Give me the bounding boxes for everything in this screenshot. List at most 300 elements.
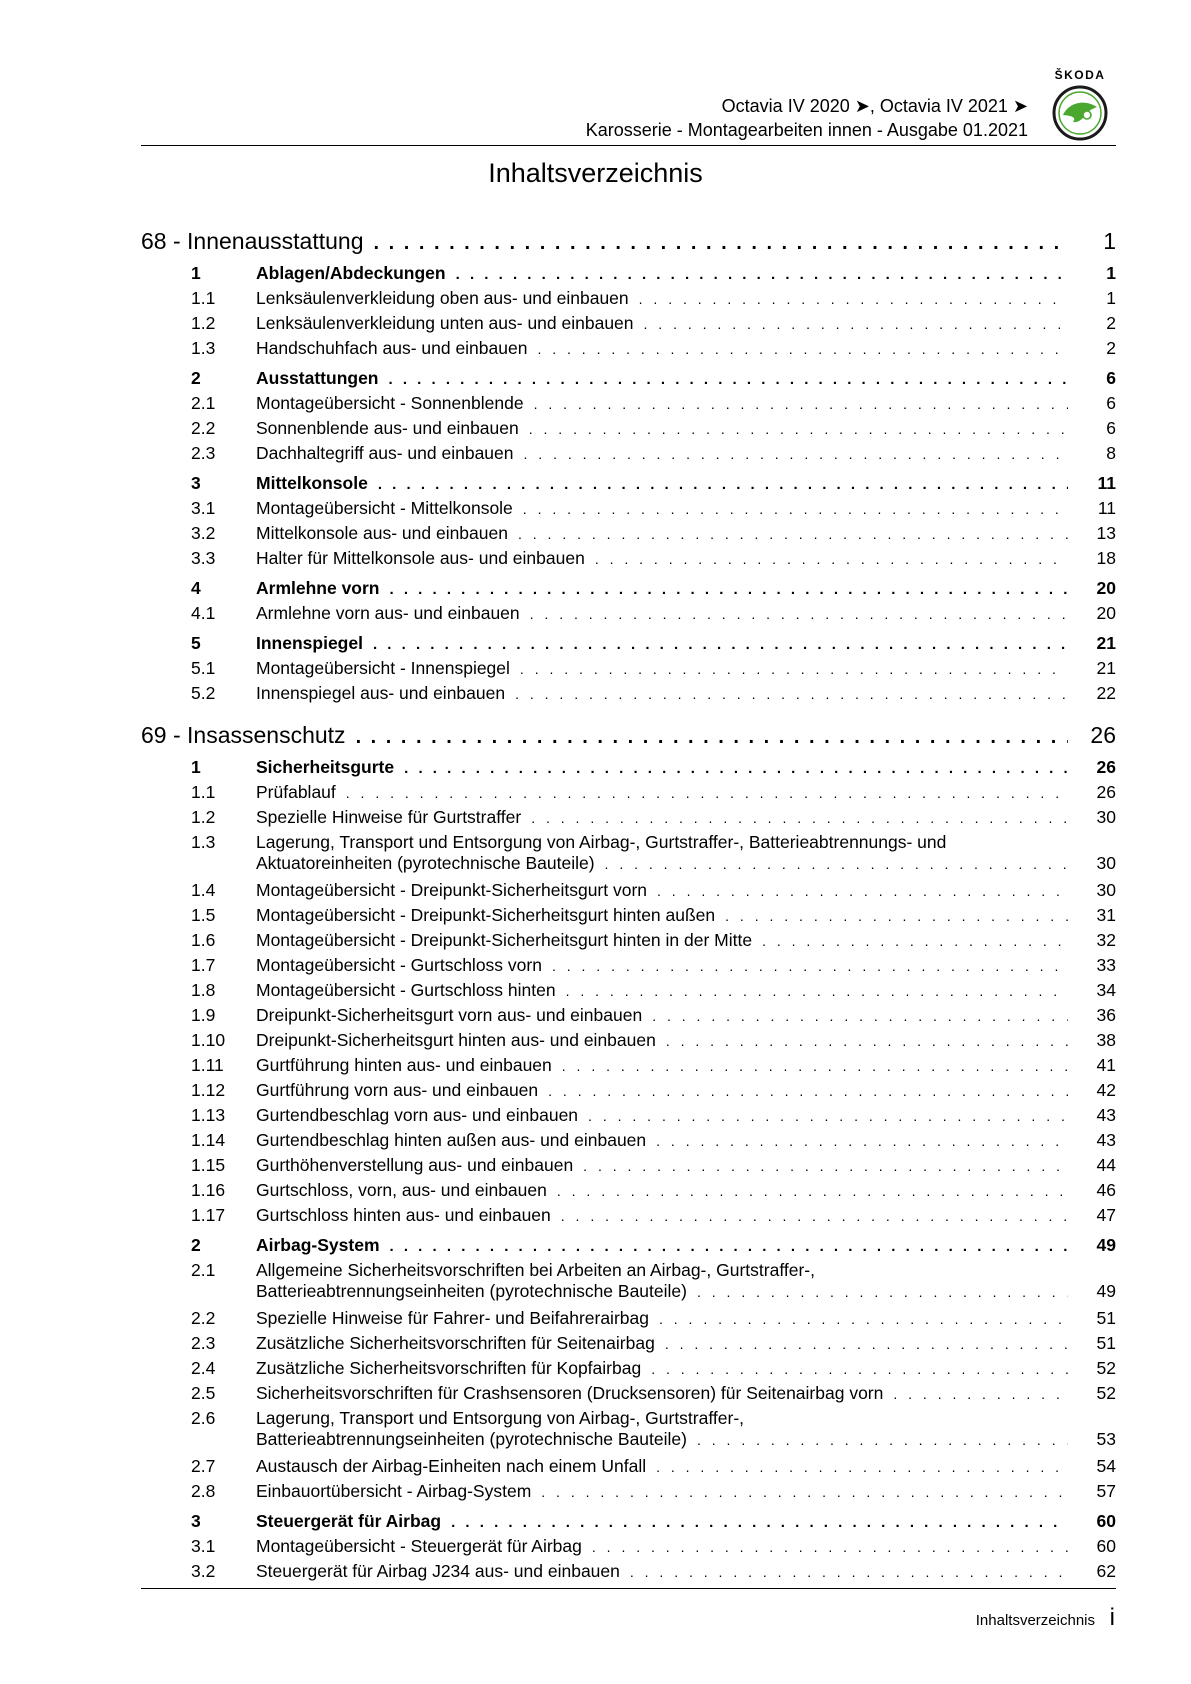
dot-leader — [656, 1459, 1068, 1475]
entry-text — [256, 1408, 1116, 1450]
dot-leader — [697, 1284, 1068, 1300]
entry-page-number: 30 — [1096, 807, 1116, 827]
entry-page-number: 20 — [1096, 578, 1116, 598]
entry-title-continuation: Aktuatoreinheiten (pyrotechnische Bauteile) — [256, 853, 595, 873]
entry-title: Austausch der Airbag-Einheiten nach einem Unfall — [256, 1456, 647, 1476]
dot-leader — [523, 501, 1068, 517]
dot-leader — [515, 686, 1068, 702]
entry-text — [256, 1383, 1116, 1404]
entry-page-number: 42 — [1096, 1080, 1116, 1100]
entry-title: Armlehne vorn aus- und einbauen — [256, 603, 520, 623]
entry-number: 3.1 — [191, 1536, 216, 1556]
entry-page-number: 44 — [1096, 1155, 1116, 1175]
entry-title: Ausstattungen — [256, 368, 379, 388]
entry-text — [256, 1155, 1116, 1176]
entry-number: 1.15 — [191, 1155, 226, 1175]
entry-title: Sonnenblende aus- und einbauen — [256, 418, 519, 438]
entry-title: Armlehne vorn — [256, 578, 380, 598]
dot-leader — [531, 810, 1068, 826]
entry-number: 1 — [191, 263, 201, 283]
entry-title: Montageübersicht - Gurtschloss vorn — [256, 955, 542, 975]
header-rule — [141, 145, 1116, 146]
dot-leader — [656, 1133, 1068, 1149]
entry-page-number: 18 — [1096, 548, 1116, 568]
entry-page-number: 54 — [1096, 1456, 1116, 1476]
toc-subsection-entry[interactable] — [141, 1536, 1116, 1561]
toc-subsection-entry[interactable] — [141, 393, 1116, 418]
dot-leader — [530, 606, 1068, 622]
entry-text — [256, 393, 1116, 414]
entry-title: Gurtführung vorn aus- und einbauen — [256, 1080, 539, 1100]
entry-title: Dachhaltegriff aus- und einbauen — [256, 443, 514, 463]
entry-text — [256, 658, 1116, 679]
entry-number: 3.2 — [191, 1561, 216, 1581]
entry-number: 1.12 — [191, 1080, 226, 1100]
entry-title: Zusätzliche Sicherheitsvorschriften für Kopfairbag — [256, 1358, 642, 1378]
entry-number: 2.3 — [191, 443, 216, 463]
entry-number: 2.2 — [191, 418, 216, 438]
dot-leader — [583, 1158, 1068, 1174]
dot-leader — [557, 1183, 1068, 1199]
entry-text — [256, 313, 1116, 334]
toc-subsection-entry[interactable] — [141, 832, 1116, 880]
entry-title: Sicherheitsgurte — [256, 757, 395, 777]
entry-page-number: 52 — [1096, 1383, 1116, 1403]
chapter-page-number: 1 — [1103, 228, 1116, 254]
entry-text — [256, 418, 1116, 439]
entry-text — [256, 368, 1116, 389]
toc-subsection-entry[interactable] — [141, 313, 1116, 338]
toc-subsection-entry[interactable] — [141, 1308, 1116, 1333]
dot-leader — [548, 1083, 1068, 1099]
entry-page-number: 49 — [1096, 1235, 1116, 1255]
entry-page-number: 6 — [1106, 393, 1116, 413]
entry-number: 1.1 — [191, 288, 216, 308]
entry-page-number: 13 — [1096, 523, 1116, 543]
dot-leader — [630, 1564, 1068, 1580]
entry-page-number: 8 — [1106, 443, 1116, 463]
entry-title: Lenksäulenverkleidung oben aus- und einbauen — [256, 288, 629, 308]
entry-text — [256, 905, 1116, 926]
entry-text — [256, 1456, 1116, 1477]
entry-number: 1.17 — [191, 1205, 226, 1225]
footer-rule — [141, 1588, 1116, 1589]
entry-text — [256, 1055, 1116, 1076]
entry-number: 2.4 — [191, 1358, 216, 1378]
toc-subsection-entry[interactable] — [141, 1055, 1116, 1080]
entry-page-number: 60 — [1096, 1536, 1116, 1556]
entry-number: 2.6 — [191, 1408, 216, 1428]
entry-page-number: 20 — [1096, 603, 1116, 623]
entry-page-number: 30 — [1096, 853, 1116, 873]
toc-subsection-entry[interactable] — [141, 338, 1116, 363]
entry-page-number: 57 — [1096, 1481, 1116, 1501]
entry-title: Gurtschloss hinten aus- und einbauen — [256, 1205, 551, 1225]
entry-page-number: 1 — [1106, 288, 1116, 308]
entry-text — [256, 1130, 1116, 1151]
entry-number: 1.3 — [191, 832, 216, 852]
entry-title: Handschuhfach aus- und einbauen — [256, 338, 528, 358]
dot-leader — [541, 1484, 1068, 1500]
entry-title: Spezielle Hinweise für Gurtstraffer — [256, 807, 522, 827]
entry-page-number: 2 — [1106, 338, 1116, 358]
toc-subsection-entry[interactable] — [141, 418, 1116, 443]
dot-leader — [644, 316, 1068, 332]
dot-leader — [651, 1361, 1068, 1377]
dot-leader — [456, 266, 1068, 283]
toc-subsection-entry[interactable] — [141, 1358, 1116, 1383]
toc-subsection-entry[interactable] — [141, 980, 1116, 1005]
skoda-logo-icon — [1052, 85, 1108, 141]
dot-leader — [562, 1058, 1068, 1074]
entry-number: 1.11 — [191, 1055, 224, 1075]
entry-text — [256, 1205, 1116, 1226]
dot-leader — [537, 341, 1068, 357]
entry-title: Gurtführung hinten aus- und einbauen — [256, 1055, 552, 1075]
entry-title-continuation-line — [256, 1281, 1116, 1302]
entry-title: Montageübersicht - Steuergerät für Airbag — [256, 1536, 582, 1556]
entry-page-number: 11 — [1097, 498, 1116, 518]
entry-page-number: 32 — [1096, 930, 1116, 950]
entry-title: Allgemeine Sicherheitsvorschriften bei Arbeiten an Airbag-, Gurtstraffer-, — [256, 1260, 815, 1280]
dot-leader — [659, 1311, 1068, 1327]
entry-number: 1.4 — [191, 880, 216, 900]
entry-number: 2.8 — [191, 1481, 216, 1501]
entry-title: Mittelkonsole aus- und einbauen — [256, 523, 508, 543]
dot-leader — [552, 958, 1068, 974]
entry-text — [256, 1511, 1116, 1532]
entry-title: Halter für Mittelkonsole aus- und einbauen — [256, 548, 585, 568]
entry-number: 1 — [191, 757, 201, 777]
entry-number: 3 — [191, 473, 201, 493]
entry-title-continuation: Batterieabtrennungseinheiten (pyrotechnische Bauteile) — [256, 1429, 687, 1449]
entry-text — [256, 1358, 1116, 1379]
toc-subsection-entry[interactable] — [141, 1130, 1116, 1155]
entry-number: 3.3 — [191, 548, 216, 568]
entry-title-continuation-line — [256, 853, 1116, 874]
entry-text — [256, 603, 1116, 624]
toc-subsection-entry[interactable] — [141, 1481, 1116, 1506]
entry-text — [256, 1536, 1116, 1557]
entry-title: Montageübersicht - Sonnenblende — [256, 393, 524, 413]
footer-label: Inhaltsverzeichnis — [975, 1612, 1095, 1629]
toc-subsection-entry[interactable] — [141, 1155, 1116, 1180]
entry-number: 2.5 — [191, 1383, 216, 1403]
entry-number: 4.1 — [191, 603, 216, 623]
dot-leader — [595, 551, 1068, 567]
dot-leader — [373, 636, 1068, 653]
toc-subsection-entry[interactable] — [141, 782, 1116, 807]
entry-number: 1.16 — [191, 1180, 226, 1200]
toc-subsection-entry[interactable] — [141, 1456, 1116, 1481]
toc-section-entry[interactable] — [141, 757, 1116, 782]
toc-subsection-entry[interactable] — [141, 683, 1116, 708]
page-header — [141, 60, 1116, 146]
entry-page-number: 51 — [1096, 1308, 1116, 1328]
entry-title: Gurtendbeschlag vorn aus- und einbauen — [256, 1105, 579, 1125]
entry-text — [256, 633, 1116, 654]
toc-section-entry[interactable] — [141, 1511, 1116, 1536]
dot-leader — [346, 785, 1068, 801]
entry-number: 2.1 — [191, 393, 216, 413]
dot-leader — [665, 1336, 1068, 1352]
entry-page-number: 2 — [1106, 313, 1116, 333]
toc-subsection-entry[interactable] — [141, 880, 1116, 905]
toc-subsection-entry[interactable] — [141, 603, 1116, 628]
entry-number: 2.2 — [191, 1308, 216, 1328]
entry-page-number: 51 — [1096, 1333, 1116, 1353]
entry-title: Innenspiegel — [256, 633, 363, 653]
entry-text — [256, 443, 1116, 464]
entry-title: Prüfablauf — [256, 782, 336, 802]
entry-page-number: 43 — [1096, 1105, 1116, 1125]
entry-title: Dreipunkt-Sicherheitsgurt hinten aus- und einbauen — [256, 1030, 656, 1050]
entry-number: 2 — [191, 368, 201, 388]
dot-leader — [657, 883, 1068, 899]
entry-title: Montageübersicht - Dreipunkt-Sicherheitsgurt vorn — [256, 880, 648, 900]
toc-subsection-entry[interactable] — [141, 1105, 1116, 1130]
dot-leader — [639, 291, 1068, 307]
entry-page-number: 41 — [1096, 1055, 1116, 1075]
toc-section-entry[interactable] — [141, 1235, 1116, 1260]
entry-title: Innenspiegel aus- und einbauen — [256, 683, 506, 703]
entry-page-number: 33 — [1096, 955, 1116, 975]
entry-number: 1.7 — [191, 955, 216, 975]
chapter-title: 69 - Insassenschutz — [141, 722, 346, 748]
entry-number: 2.3 — [191, 1333, 216, 1353]
entry-title: Montageübersicht - Innenspiegel — [256, 658, 510, 678]
dot-leader — [762, 933, 1068, 949]
toc-subsection-entry[interactable] — [141, 1205, 1116, 1230]
page-title: Inhaltsverzeichnis — [488, 158, 703, 188]
entry-text — [256, 1030, 1116, 1051]
entry-title: Montageübersicht - Dreipunkt-Sicherheitsgurt hinten in der Mitte — [256, 930, 753, 950]
entry-title-continuation: Batterieabtrennungseinheiten (pyrotechnische Bauteile) — [256, 1281, 687, 1301]
entry-title: Gurtendbeschlag hinten außen aus- und einbauen — [256, 1130, 647, 1150]
entry-title: Lenksäulenverkleidung unten aus- und einbauen — [256, 313, 634, 333]
entry-title: Zusätzliche Sicherheitsvorschriften für Seitenairbag — [256, 1333, 655, 1353]
dot-leader — [529, 421, 1068, 437]
dot-leader — [697, 1432, 1068, 1448]
toc-section-entry[interactable] — [141, 368, 1116, 393]
entry-number: 3 — [191, 1511, 201, 1531]
entry-title: Gurthöhenverstellung aus- und einbauen — [256, 1155, 574, 1175]
entry-title: Montageübersicht - Mittelkonsole — [256, 498, 513, 518]
entry-text — [256, 930, 1116, 951]
toc-subsection-entry[interactable] — [141, 1408, 1116, 1456]
dot-leader — [588, 1108, 1068, 1124]
dot-leader — [356, 726, 1068, 749]
entry-page-number: 43 — [1096, 1130, 1116, 1150]
entry-title: Ablagen/Abdeckungen — [256, 263, 446, 283]
entry-text — [256, 523, 1116, 544]
toc-subsection-entry[interactable] — [141, 1383, 1116, 1408]
entry-text — [256, 548, 1116, 569]
entry-number: 2.1 — [191, 1260, 216, 1280]
dot-leader — [666, 1033, 1068, 1049]
entry-text — [256, 782, 1116, 803]
toc-section-entry[interactable] — [141, 578, 1116, 603]
entry-page-number: 46 — [1096, 1180, 1116, 1200]
toc-subsection-entry[interactable] — [141, 1333, 1116, 1358]
entry-title: Montageübersicht - Gurtschloss hinten — [256, 980, 556, 1000]
toc-section-entry[interactable] — [141, 633, 1116, 658]
entry-number: 1.10 — [191, 1030, 226, 1050]
entry-text — [256, 578, 1116, 599]
dot-leader — [389, 371, 1069, 388]
entry-number: 1.13 — [191, 1105, 226, 1125]
entry-title: Lagerung, Transport und Entsorgung von Airbag-, Gurtstraffer-, Batterieabtrennungs- und — [256, 832, 947, 852]
entry-number: 1.2 — [191, 313, 216, 333]
entry-page-number: 26 — [1096, 757, 1116, 777]
entry-number: 1.5 — [191, 905, 216, 925]
entry-text — [256, 683, 1116, 704]
toc-subsection-entry[interactable] — [141, 905, 1116, 930]
dot-leader — [520, 661, 1068, 677]
toc-subsection-entry[interactable] — [141, 523, 1116, 548]
toc-subsection-entry[interactable] — [141, 1005, 1116, 1030]
entry-title: Steuergerät für Airbag J234 aus- und einbauen — [256, 1561, 620, 1581]
dot-leader — [534, 396, 1068, 412]
entry-page-number: 38 — [1096, 1030, 1116, 1050]
table-of-contents — [141, 228, 1116, 1586]
dot-leader — [451, 1514, 1068, 1531]
entry-title: Dreipunkt-Sicherheitsgurt vorn aus- und einbauen — [256, 1005, 643, 1025]
entry-text — [256, 473, 1116, 494]
toc-subsection-entry[interactable] — [141, 1080, 1116, 1105]
entry-number: 4 — [191, 578, 201, 598]
entry-page-number: 1 — [1106, 263, 1116, 283]
dot-leader — [566, 983, 1068, 999]
entry-page-number: 53 — [1096, 1429, 1116, 1449]
entry-text — [256, 498, 1116, 519]
entry-text — [256, 757, 1116, 778]
toc-subsection-entry[interactable] — [141, 658, 1116, 683]
entry-text — [256, 263, 1116, 284]
entry-number: 2 — [191, 1235, 201, 1255]
header-subject-line: Karosserie - Montagearbeiten innen - Ausgabe 01.2021 — [585, 120, 1028, 140]
footer-page-number: i — [1109, 1604, 1115, 1631]
entry-number: 5.2 — [191, 683, 216, 703]
toc-subsection-entry[interactable] — [141, 443, 1116, 468]
entry-page-number: 49 — [1096, 1281, 1116, 1301]
entry-page-number: 30 — [1096, 880, 1116, 900]
entry-text — [256, 807, 1116, 828]
entry-page-number: 6 — [1106, 418, 1116, 438]
toc-subsection-entry[interactable] — [141, 1260, 1116, 1308]
entry-text — [256, 1005, 1116, 1026]
entry-page-number: 62 — [1096, 1561, 1116, 1581]
entry-text — [256, 1561, 1116, 1582]
toc-subsection-entry[interactable] — [141, 1180, 1116, 1205]
entry-page-number: 26 — [1096, 782, 1116, 802]
entry-text — [256, 980, 1116, 1001]
entry-page-number: 31 — [1096, 905, 1116, 925]
entry-page-number: 11 — [1097, 473, 1116, 493]
entry-title: Mittelkonsole — [256, 473, 368, 493]
dot-leader — [374, 232, 1069, 255]
entry-number: 1.6 — [191, 930, 216, 950]
chapter-title: 68 - Innenausstattung — [141, 228, 364, 254]
toc-subsection-entry[interactable] — [141, 1030, 1116, 1055]
entry-page-number: 21 — [1096, 658, 1116, 678]
toc-subsection-entry[interactable] — [141, 1561, 1116, 1586]
toc-subsection-entry[interactable] — [141, 548, 1116, 573]
toc-section-entry[interactable] — [141, 473, 1116, 498]
dot-leader — [390, 581, 1069, 598]
toc-chapter-entry[interactable] — [141, 228, 1116, 258]
entry-number: 3.1 — [191, 498, 216, 518]
entry-text — [256, 955, 1116, 976]
entry-number: 5.1 — [191, 658, 216, 678]
entry-text — [256, 832, 1116, 874]
entry-number: 1.9 — [191, 1005, 216, 1025]
entry-title: Steuergerät für Airbag — [256, 1511, 442, 1531]
entry-title: Airbag-System — [256, 1235, 380, 1255]
dot-leader — [893, 1386, 1068, 1402]
entry-number: 1.3 — [191, 338, 216, 358]
entry-title: Lagerung, Transport und Entsorgung von Airbag-, Gurtstraffer-, — [256, 1408, 745, 1428]
entry-number: 3.2 — [191, 523, 216, 543]
dot-leader — [390, 1238, 1068, 1255]
toc-subsection-entry[interactable] — [141, 930, 1116, 955]
entry-page-number: 60 — [1096, 1511, 1116, 1531]
dot-leader — [605, 856, 1068, 872]
chapter-page-number: 26 — [1090, 722, 1116, 748]
entry-text — [256, 288, 1116, 309]
toc-subsection-entry[interactable] — [141, 498, 1116, 523]
entry-title: Montageübersicht - Dreipunkt-Sicherheitsgurt hinten außen — [256, 905, 716, 925]
entry-text — [256, 880, 1116, 901]
entry-text — [256, 1105, 1116, 1126]
dot-leader — [404, 760, 1068, 777]
entry-page-number: 36 — [1096, 1005, 1116, 1025]
entry-number: 1.1 — [191, 782, 216, 802]
entry-text — [256, 338, 1116, 359]
entry-number: 1.2 — [191, 807, 216, 827]
skoda-logo-text: ŠKODA — [1054, 68, 1106, 82]
entry-text — [256, 1080, 1116, 1101]
toc-section-entry[interactable] — [141, 263, 1116, 288]
entry-text — [256, 1481, 1116, 1502]
entry-number: 5 — [191, 633, 201, 653]
entry-page-number: 34 — [1096, 980, 1116, 1000]
toc-subsection-entry[interactable] — [141, 955, 1116, 980]
dot-leader — [725, 908, 1068, 924]
dot-leader — [518, 526, 1068, 542]
entry-text — [256, 1260, 1116, 1302]
entry-page-number: 21 — [1096, 633, 1116, 653]
toc-subsection-entry[interactable] — [141, 288, 1116, 313]
entry-title: Spezielle Hinweise für Fahrer- und Beifahrerairbag — [256, 1308, 649, 1328]
header-model-line: Octavia IV 2020 ➤, Octavia IV 2021 ➤ — [721, 96, 1028, 116]
entry-text — [256, 1333, 1116, 1354]
entry-number: 2.7 — [191, 1456, 216, 1476]
toc-subsection-entry[interactable] — [141, 807, 1116, 832]
dot-leader — [524, 446, 1068, 462]
toc-chapter-entry[interactable] — [141, 722, 1116, 752]
dot-leader — [561, 1208, 1068, 1224]
entry-number: 1.14 — [191, 1130, 226, 1150]
entry-page-number: 22 — [1096, 683, 1116, 703]
entry-title: Einbauortübersicht - Airbag-System — [256, 1481, 532, 1501]
entry-page-number: 47 — [1096, 1205, 1116, 1225]
dot-leader — [378, 476, 1068, 493]
entry-page-number: 6 — [1106, 368, 1116, 388]
entry-text — [256, 1308, 1116, 1329]
entry-title-continuation-line — [256, 1429, 1116, 1450]
entry-text — [256, 1235, 1116, 1256]
